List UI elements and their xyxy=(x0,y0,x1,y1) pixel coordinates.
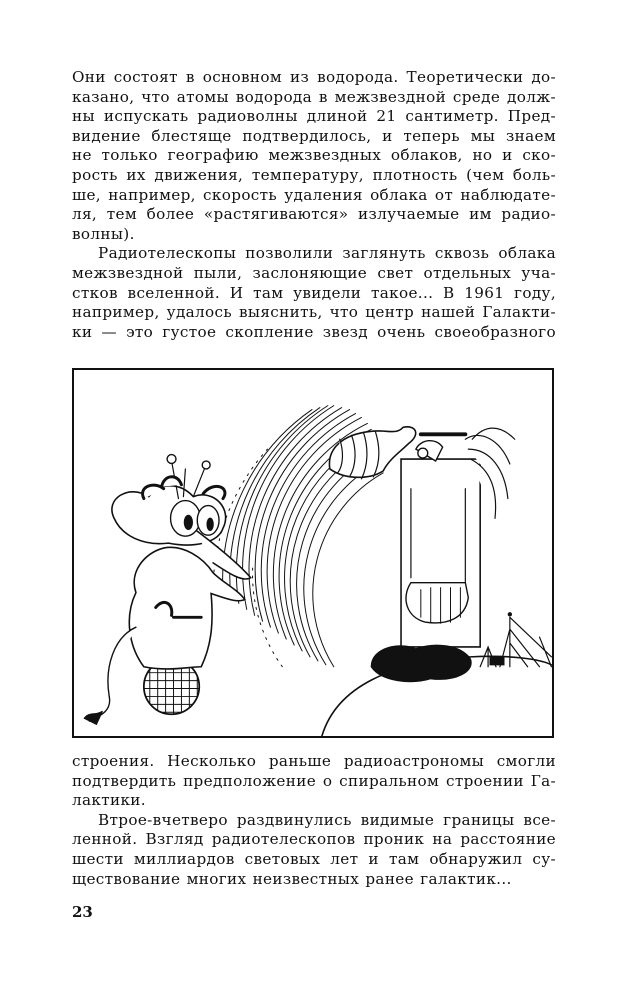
paragraph-start-line: Радиотелескопы позволили заглянуть сквозь облака xyxy=(98,244,556,263)
text-line: строения. Несколько раньше радиоастрономы смогли xyxy=(72,752,556,770)
text-line: шести миллиардов световых лет и там обнаружил су- xyxy=(72,849,556,868)
text-line: рость их движения, температуру, плотность (чем боль- xyxy=(72,165,556,184)
text-line: лактики. xyxy=(72,791,146,810)
text-line: ше, например, скорость удаления облака от наблюдате- xyxy=(72,185,556,204)
text-line: ки — это густое скопление звезд очень своеобразного xyxy=(72,322,556,341)
text-line: ля, тем более «растягиваются» излучаемые им радио- xyxy=(72,205,556,224)
paragraph-start-line: Втрое-вчетверо раздвинулись видимые границы все- xyxy=(98,810,556,829)
text-block-top xyxy=(72,68,556,342)
text-line: ленной. Взгляд радиотелескопов проник на расстояние xyxy=(72,830,556,849)
text-line: ществование многих неизвестных ранее галактик... xyxy=(72,869,512,888)
text-line: ны испускать радиоволны длиной 21 сантиметр. Пред- xyxy=(72,107,556,126)
text-line: межзвездной пыли, заслоняющие свет отдельных уча- xyxy=(72,263,556,282)
alien-radio-waves-illustration xyxy=(74,370,552,736)
text-line: не только географию межзвездных облаков, но и ско- xyxy=(72,146,556,165)
page-number: 23 xyxy=(72,903,93,921)
text-line: волны). xyxy=(72,224,135,243)
text-line: подтвердить предположение о спиральном строении Га- xyxy=(72,771,556,790)
text-line: стков вселенной. И там увидели такое... В 1961 году, xyxy=(72,283,556,302)
text-block-bottom xyxy=(72,752,556,889)
radio-mast-icon xyxy=(480,613,551,667)
illustration-frame xyxy=(72,368,554,738)
text-line: казано, что атомы водорода в межзвездной среде долж- xyxy=(72,87,556,106)
text-line: видение блестяще подтвердилось, и теперь мы знаем xyxy=(72,126,556,145)
text-line: например, удалось выяснить, что центр нашей Галакти- xyxy=(72,303,556,322)
big-figure-with-telescope xyxy=(329,427,514,682)
text-line: Они состоят в основном из водорода. Теоретически до- xyxy=(72,68,556,86)
